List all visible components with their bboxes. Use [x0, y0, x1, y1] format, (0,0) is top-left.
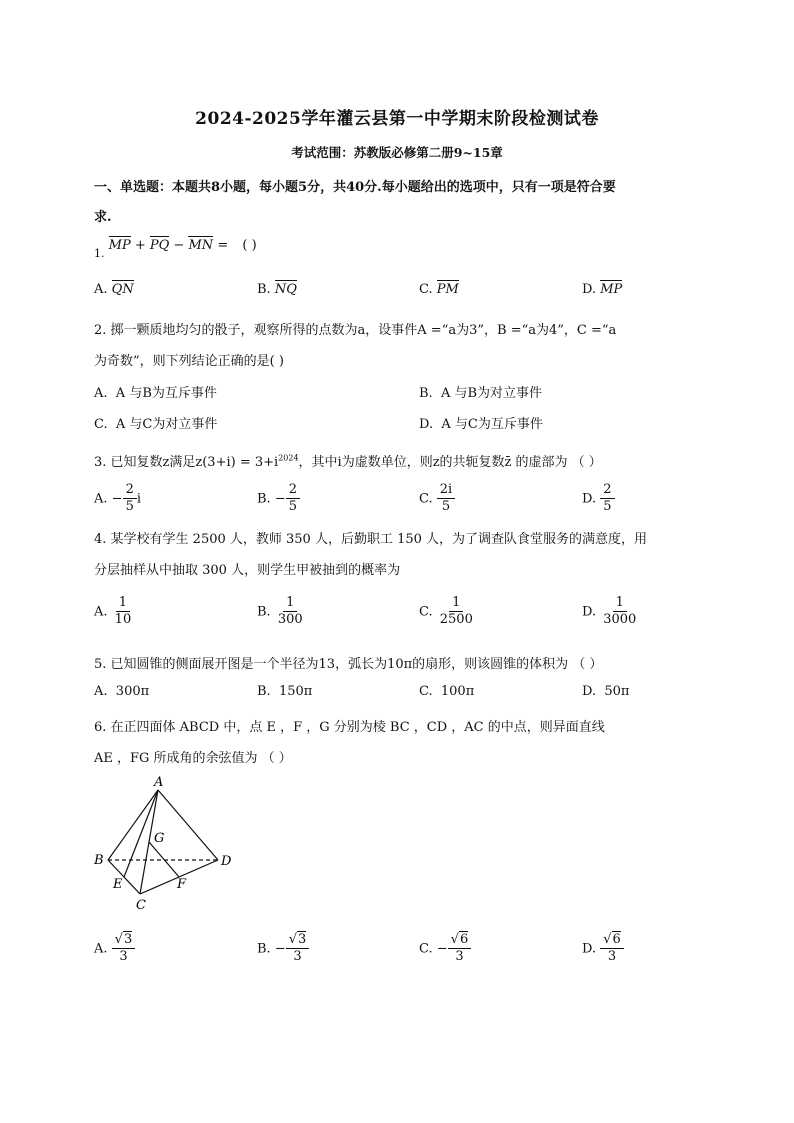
q2-option-b: B. A 与B为对立事件	[419, 386, 543, 401]
q4-option-a: A. $\frac{1}{10}$	[94, 595, 132, 628]
q1-option-d: D. MP	[582, 282, 623, 297]
q1-number: 1.	[94, 247, 105, 260]
q5-option-a: A. 300π	[94, 684, 150, 699]
q1-vec-pq: PQ	[149, 238, 170, 253]
q6-option-b: B. − $\frac{√3}{3}$	[257, 932, 309, 966]
q4-option-d: D. $\frac{1}{3000}$	[582, 595, 637, 628]
q1-option-c: C. PM	[419, 282, 459, 297]
label-E: E	[113, 877, 123, 892]
tetrahedron-figure	[90, 772, 240, 917]
label-D: D	[221, 854, 232, 869]
page-title: 2024-2025学年灌云县第一中学期末阶段检测试卷	[195, 109, 599, 129]
q6-option-d: D. $\frac{√6}{3}$	[582, 932, 624, 966]
question-6-cont: AE ，FG 所成角的余弦值为 （ ）	[94, 751, 292, 766]
q1-option-b: B. NQ	[257, 282, 297, 297]
q2-option-d: D. A 与C为互斥事件	[419, 417, 543, 432]
question-1	[94, 238, 257, 260]
question-5: 5. 已知圆锥的侧面展开图是一个半径为13，弧长为10π的扇形，则该圆锥的体积为 （ ）	[94, 657, 603, 672]
q3-option-d: D. $\frac{2}{5}$	[582, 482, 615, 516]
q1-answer-paren: ( )	[242, 238, 257, 253]
q1-option-a: A. QN	[94, 282, 134, 297]
question-4-cont: 分层抽样从中抽取 300 人，则学生甲被抽到的概率为	[94, 563, 401, 578]
section-heading-cont: 求.	[94, 210, 112, 225]
label-A: A	[154, 775, 164, 790]
q1-op-minus: −	[173, 238, 185, 253]
q1-vec-mp: MP	[108, 238, 131, 253]
q5-option-d: D. 50π	[582, 684, 630, 699]
question-2: 2. 掷一颗质地均匀的骰子，观察所得的点数为a，设事件A =“a为3”，B =“a为4”，C =“a	[94, 323, 617, 338]
label-F: F	[177, 877, 187, 892]
section-heading: 一、单选题：本题共8小题，每小题5分，共40分.每小题给出的选项中，只有一项是符合要	[94, 180, 616, 195]
question-6: 6. 在正四面体 ABCD 中，点 E ，F ，G 分别为棱 BC ，CD ，AC 的中点，则异面直线	[94, 720, 605, 735]
q3-option-a: A. − $\frac{2}{5}$ i	[94, 482, 142, 515]
question-4: 4. 某学校有学生 2500 人，教师 350 人，后勤职工 150 人，为了调查队食堂服务的满意度，用	[94, 532, 648, 547]
question-2-cont: 为奇数”，则下列结论正确的是( )	[94, 354, 284, 369]
q2-option-a: A. A 与B为互斥事件	[94, 386, 217, 401]
q1-op-eq: =	[217, 238, 229, 253]
label-G: G	[154, 831, 165, 846]
q1-vec-mn: MN	[188, 238, 214, 253]
q2-option-c: C. A 与C为对立事件	[94, 417, 218, 432]
label-C: C	[136, 898, 146, 913]
q5-option-b: B. 150π	[257, 684, 313, 699]
q5-option-c: C. 100π	[419, 684, 475, 699]
q3-option-b: B. − $\frac{2}{5}$	[257, 482, 300, 516]
q6-option-a: A. $\frac{√3}{3}$	[94, 932, 135, 966]
q4-option-b: B. $\frac{1}{300}$	[257, 595, 303, 628]
q1-op-plus: +	[134, 238, 146, 253]
page-subtitle: 考试范围：苏教版必修第二册9~15章	[291, 145, 503, 160]
q6-option-c: C. − $\frac{√6}{3}$	[419, 932, 471, 966]
question-3: 3. 已知复数z满足$z(3+i) = 3+i^{2024}$，其中i为虚数单位，则z的共轭复数z̄ 的虚部为 （ ）	[94, 453, 602, 470]
q4-option-c: C. $\frac{1}{2500}$	[419, 595, 473, 628]
q3-option-c: C. $\frac{2i}{5}$	[419, 482, 455, 516]
label-B: B	[94, 853, 104, 868]
